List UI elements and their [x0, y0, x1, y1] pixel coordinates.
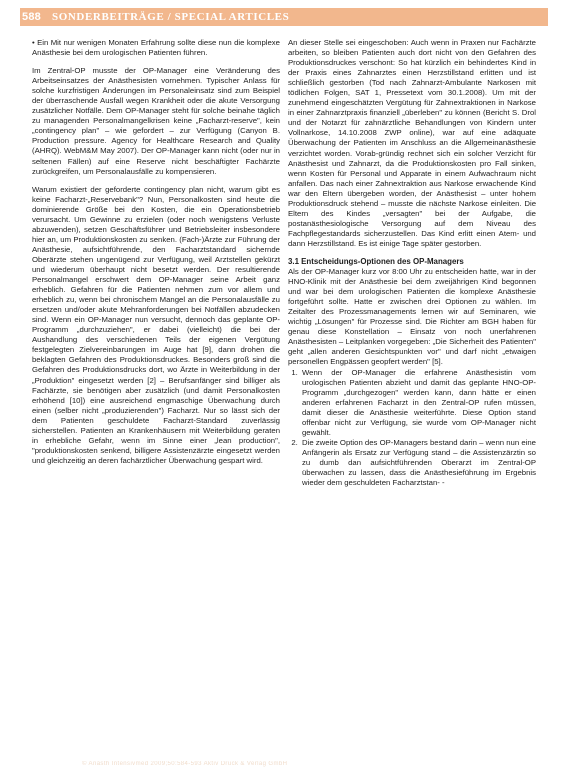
- section-title: SONDERBEITRÄGE / SPECIAL ARTICLES: [52, 11, 290, 23]
- page-header: [0, 0, 568, 29]
- section-heading: 3.1 Entscheidungs-Optionen des OP-Managers: [288, 256, 464, 266]
- left-column: [32, 38, 280, 466]
- page-footer: © Anästh Intensivmed 2009;50:584-593 Aktiv Druck & Verlag GmbH: [82, 761, 288, 767]
- list-item: 1. Wenn der OP-Manager die erfahrene Anästhesistin vom urologischen Patienten abzieht und damit das geplante HNO-OP-Programm „durchgezogen" werden kann, dann hätte er einen anderen erfahrenen Facharzt in den Zentral-OP rufen müssen, damit dieser die Anästhesie weiterführte. Diese Option stand offenbar nicht zur Verfügung, sie wurde vom OP-Manager nicht gewählt.: [300, 368, 536, 438]
- paragraph: An dieser Stelle sei eingeschoben: Auch wenn in Praxen nur Fachärzte arbeiten, so bleiben Patienten auch dort nicht von den Gefahren des Produktionsdruckes verschont: So hat kürzlich ein behindertes Kind in der Praxis eines Zahnarztes einen Herzstillstand erlitten und ist schließlich gestorben (Tod nach Zahnarzt-Ambulante Narkosen mit tödlichen Folgen, SAT 1, Pressetext vom 30.1.2008). Um mit der zunehmend eingeschätzten Vergütung für Zahnextraktionen in Narkose in einer Zahnarztpraxis finanziell „überleben" zu können (Bericht S. Drol und der Notarzt für zahnärztliche Behandlungen von Kindern unter Vollnarkose, 14.10.2008 ZWP online), war auf eine adäquate Überwachung der Patienten im Anschluss an die Allgemeinanästhesie verzichtet worden. Vorab-gründig rechnet sich ein solcher Verzicht für Anästhesist und Zahnarzt, da die Produktionskosten pro Fall sinken, wenn Kosten für Personal und Apparate in einem Aufwachraum nicht anfallen. Das nach einer Zahnextraktion aus Narkose erwachende Kind war den Eltern übergeben worden, der Anästhesist – unter hohem Produktionsdruck stehend – musste die nächste Narkose einleiten. Die Eltern des Kindes „versagten" bei der Aufgabe, die postanästhesiologische Versorgung auf dem Niveau des Fachpflegestandards sicherzustellen. Das Kind erlitt einen Atem- und dann Herzstillstand. Es ist einige Tage später gestorben.: [288, 38, 536, 248]
- paragraph: • Ein Mit nur wenigen Monaten Erfahrung sollte diese nun die komplexe Anästhesie bei dem urologischen Patienten führen.: [32, 38, 280, 58]
- options-list: [288, 368, 536, 489]
- page-number: 588: [22, 11, 41, 23]
- paragraph: Als der OP-Manager kurz vor 8:00 Uhr zu entscheiden hatte, war in der HNO-Klinik mit der Anästhesie bei dem zweijährigen Kind begonnen und war bei dem urologischen Patienten die komplexe Anästhesie fortgeführt sollte. Hatte er zwischen drei Optionen zu wählen. Im Zeitalter des Prozessmanagements lernen wir auf Seminaren, wie wichtig „Lösungen" für Prozesse sind. Die Richter am BGH haben für genau diese Konstellation – Einsatz von noch unerfahrenen Anästhesisten – Leitplanken vorgegeben: „Die Sicherheit des Patienten" geht „allen anderen Gesichtspunkten vor" und darf nicht „etwaigen personellen Engpässen geopfert werden" [5].: [288, 267, 536, 367]
- list-item: 2. Die zweite Option des OP-Managers bestand darin – wenn nun eine Anfängerin als Ersatz zur Verfügung stand – die Assistenzärztin so zu dumb dan aufsichtführenden Oberarzt im Zentral-OP überwachen zu lassen, dass die Anästhesieführung im Ergebnis wieder dem geschuldeten Facharztstan- -: [300, 438, 536, 488]
- right-column: [288, 38, 536, 488]
- paragraph: Warum existiert der geforderte contingency plan nicht, warum gibt es keine Facharzt-„Reservebank"? Nun, Personalkosten sind heute die dominierende Größe bei den Kosten, die ein Operationsbetrieb verursacht. Um Gewinne zu erzielen (oder noch wenigstens Verluste abzuwenden), setzen Geschäftsführer und Betriebsleiter insbesondere hier an, um Produktionskosten zu senken. (Fach-)Ärzte zur Führung der Anästhesie, aufsichtführende, den Facharztstandard sichernde Oberärzte stehen ungenügend zur Verfügung, weil Arztstellen gekürzt und wiederum überhaupt nicht besetzt werden. Der resultierende Personalmangel erschwert dem OP-Manager seine Arbeit ganz erheblich. Gefahren für die Patienten nehmen zum vor allem und erheblich zu, wenn bei chronischem Mangel an die Personalausfälle zu ersetzen und/oder akute Mehranforderungen bei Notfällen abzudecken sind. Wenn ein OP-Manager nun versucht, dennoch das geplante OP-Programm „durchzuziehen", er dabei (vielleicht) die bei der Aushandlung des verschiedenen Teils der eigenen Vergütung festgelegten Zielvereinbarungen im Auge hat [9], dann drohen die beklagten Gefahren des Produktionsdruckes. Besonders groß sind die Gefahren des Produktionsdrucks dort, wo Ärzte in Weiterbildung in der „Produktion" eingesetzt werden [2] – Berufsanfänger sind billiger als Fachärzte, sie benötigen aber zusätzlich (und damit Personalkosten erhöhend [10]) eine ausreichend engmaschige Überwachung durch einen (selber nicht „produzierenden") Facharzt. Nur so lässt sich der dem Patienten geschuldete Facharzt-Standard zuverlässig sicherstellen. Patienten an Krankenhäusern mit Weiterbildung geraten in erhebliche Gefahr, wenn im Sinne einer „lean production", "produktionskosten senkend, billigere Assistenzärzte eingesetzt werden und gleichzeitig an deren fachärztlicher Überwachung gespart wird.: [32, 184, 280, 465]
- paragraph: Im Zentral-OP musste der OP-Manager eine Veränderung des Arbeitseinsatzes der Anästhesisten vornehmen. Typischer Anlass für solche kurzfristigen Änderungen im Personaleinsatz sind zum Beispiel der überraschende Ausfall wegen Krankheit oder die akute Versorgung zusätzlicher Notfälle. Dem OP-Manager steht für solche beinahe täglich zu managenden Personalmangelkrisen keine „Facharzt-reserve", kein „contingency plan" – wie gefordert – zur Verfügung (Canyon B. Production pressure. Agency for Healthcare Research and Quality (AHRQ). WebM&M May 2007). Der OP-Manager kann nicht (oder nur in seltenen Fällen) auf eine Reserve nicht beschäftigter Fachärzte zurückgreifen, um Personalausfälle zu kompensieren.: [32, 66, 280, 176]
